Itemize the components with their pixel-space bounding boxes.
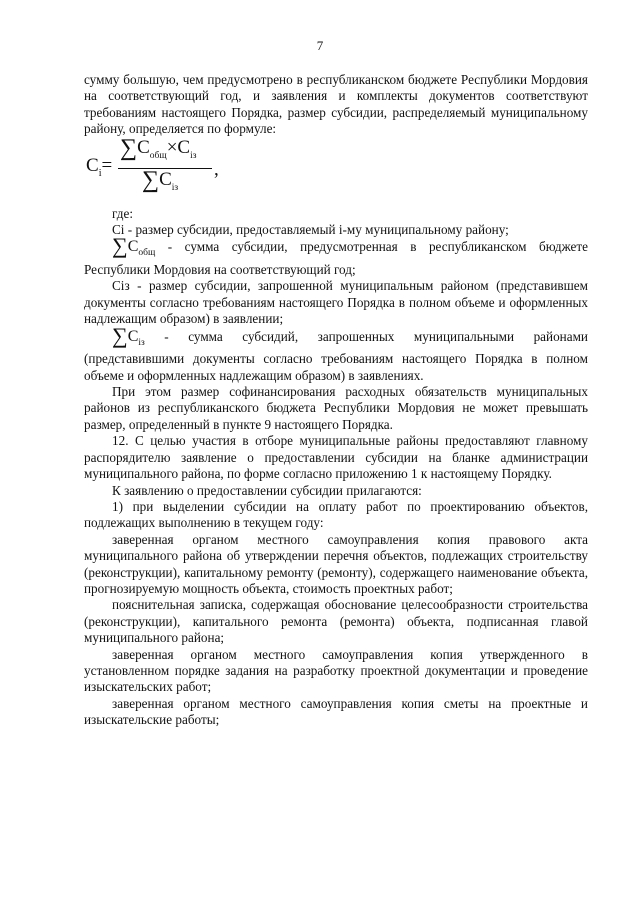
where-label: где: <box>112 205 133 221</box>
document-item-4: заверенная органом местного самоуправления копия сметы на проектные и изыскательские работы; <box>84 695 588 728</box>
page-number: 7 <box>316 38 324 53</box>
ciz-symbol: Ciз <box>112 278 130 294</box>
sum-total-symbol: $\sum C_{общ}$ <box>112 233 156 259</box>
subitem-1: 1) при выделении субсидии на оплату работ по проектированию объектов, подлежащих выполнению в текущем году: <box>84 498 588 531</box>
formula-lhs: $C_i=$ <box>86 154 113 179</box>
definition-ciz: Ciз - размер субсидии, запрошенной муниципальным районом (представившем документы согласно требованиям настоящего Порядка в полном объеме и оформленных надлежащим образом) в заявлении; <box>84 278 588 327</box>
document-item-1: заверенная органом местного самоуправления копия правового акта муниципального района об утверждении перечня объектов, подлежащих строительству (реконструкции), капитальному ремонту (ремонту), содержащего наименование объекта, прогнозируемую мощность объекта, стоимость проектных работ; <box>84 531 588 596</box>
document-item-3: заверенная органом местного самоуправления копия утвержденного в установленном порядке задания на разработку проектной документации и проведение изыскательских работ; <box>84 646 588 695</box>
definition-sum-ciz: $\sum C_{iз}$ - сумма субсидий, запрошенных муниципальными районами (представившими документы согласно требованиям настоящего Порядка в полном объеме и оформленных надлежащим образом) в заявлениях. <box>84 322 588 383</box>
definition-ci: Ci - размер субсидии, предоставляемый i-му муниципальному району; <box>112 222 509 238</box>
page-body <box>84 72 588 729</box>
formula-comma: , <box>214 158 219 180</box>
formula-denominator: $\sum C_{iз}$ <box>142 166 179 193</box>
sum-ciz-symbol: $\sum C_{iз}$ <box>112 322 145 348</box>
formula-numerator: $\sum C_{общ}\times C_{iз}$ <box>120 134 197 161</box>
document-item-2: пояснительная записка, содержащая обоснование целесообразности строительства (реконструкции), капитального ремонта (ремонта) объекта, подписанная главой муниципального района; <box>84 597 588 646</box>
intro-paragraph: сумму большую, чем предусмотрено в республиканском бюджете Республики Мордовия на соответствующий год, и заявления и комплекты документов соответствуют требованиям настоящего Порядка, размер субсидии, распределяемый муниципальному району, определяется по формуле: <box>84 72 588 137</box>
cofinancing-paragraph: При этом размер софинансирования расходных обязательств муниципальных районов из республиканского бюджета Республики Мордовия не может превышать размер, определенный в пункте 9 настоящего Порядка. <box>84 384 588 432</box>
attached-documents-heading: К заявлению о предоставлении субсидии прилагаются: <box>112 482 422 498</box>
definition-total-subsidy: $\sum C_{общ}$ - сумма субсидии, предусмотренная в республиканском бюджете Республики Мордовия на соответствующий год; <box>84 233 588 278</box>
item-12-paragraph: 12. С целью участия в отборе муниципальные районы предоставляют главному распорядителю заявление о предоставлении субсидии на бланке администрации муниципального района, по форме согласно приложению 1 к настоящему Порядку. <box>84 433 588 482</box>
subsidy-formula <box>84 134 588 202</box>
